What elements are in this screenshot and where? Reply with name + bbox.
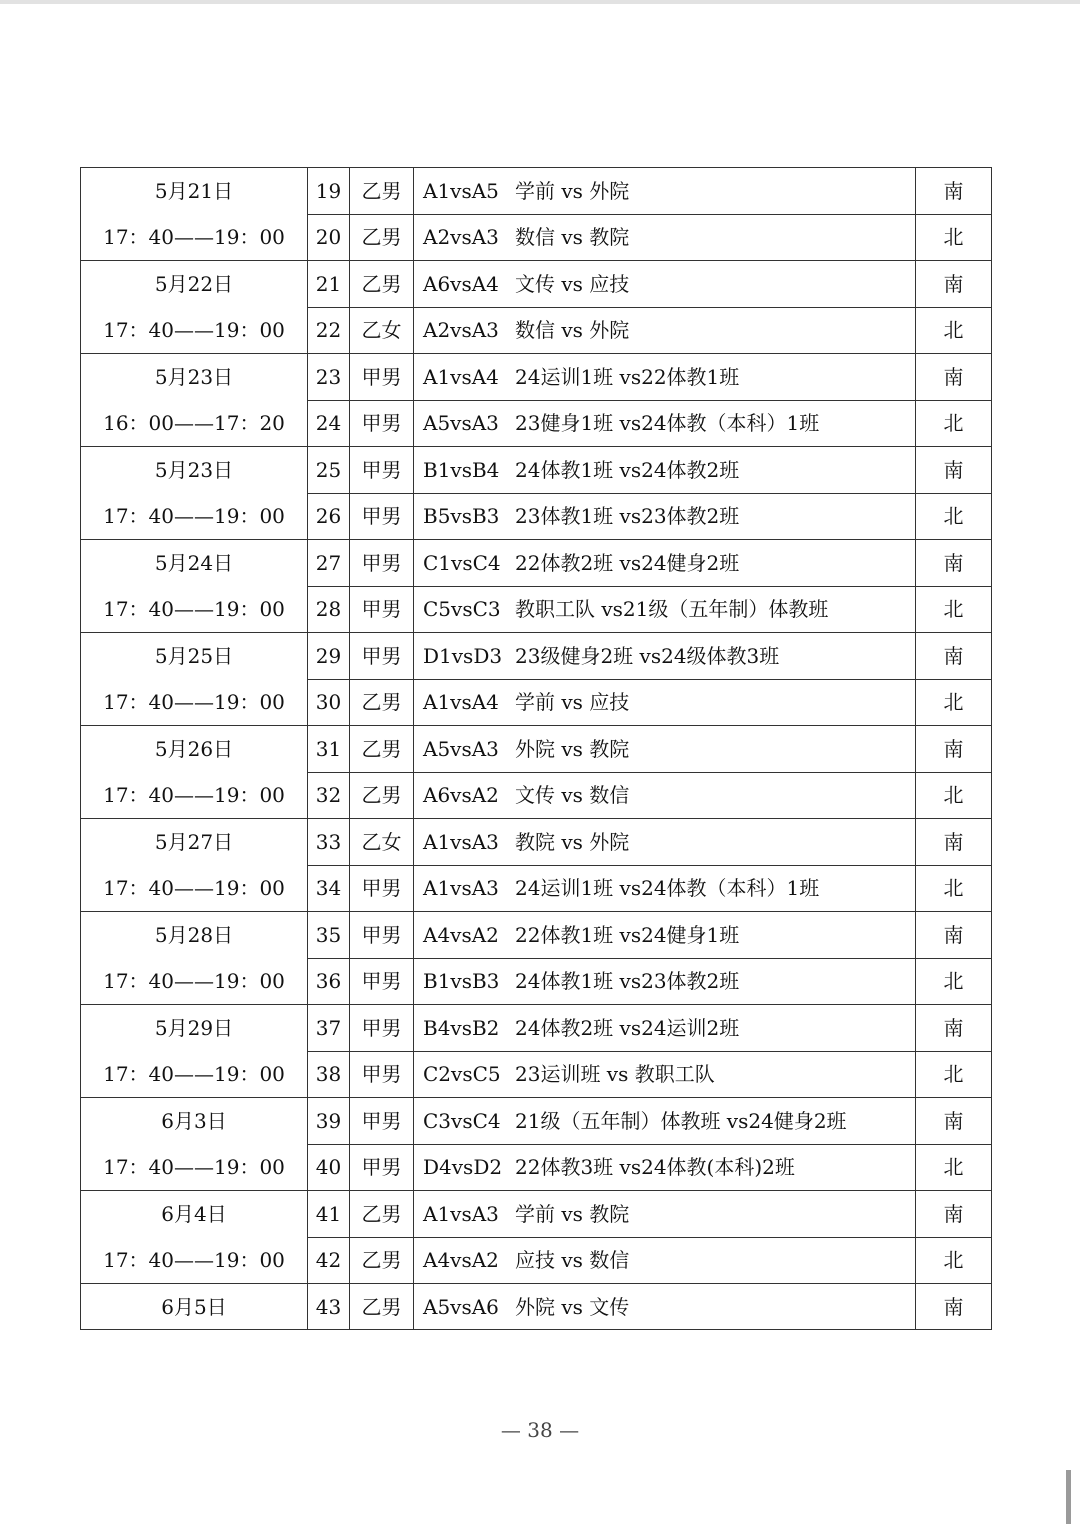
match-cell [414, 586, 916, 633]
match-number: 36 [308, 958, 350, 1005]
match-teams: 23运训班 vs 教职工队 [515, 1062, 715, 1087]
date-time-cell [81, 261, 308, 354]
match-date: 6月4日 [161, 1202, 227, 1226]
match-code: C2vsC5 [423, 1062, 501, 1087]
match-time: 17：40——19：00 [103, 318, 285, 342]
match-time: 17：40——19：00 [103, 597, 285, 621]
match-cell [414, 400, 916, 447]
match-code: C5vsC3 [423, 597, 501, 622]
table-row [81, 354, 992, 401]
match-group: 甲男 [350, 865, 414, 912]
match-group: 乙男 [350, 168, 414, 215]
match-number: 24 [308, 400, 350, 447]
match-time: 17：40——19：00 [103, 690, 285, 714]
match-group: 乙男 [350, 1284, 414, 1330]
match-code: A5vsA3 [423, 411, 499, 436]
match-teams: 24运训1班 vs22体教1班 [515, 364, 740, 389]
match-number: 33 [308, 819, 350, 866]
match-code: A1vsA5 [423, 178, 499, 203]
match-code: D4vsD2 [423, 1155, 503, 1180]
match-teams: 教职工队 vs21级（五年制）体教班 [515, 597, 829, 622]
match-number: 25 [308, 447, 350, 494]
date-time-cell [81, 1191, 308, 1284]
match-teams: 外院 vs 教院 [515, 736, 630, 761]
match-venue: 南 [916, 354, 992, 401]
match-group: 甲男 [350, 586, 414, 633]
match-group: 乙女 [350, 819, 414, 866]
match-group: 甲男 [350, 633, 414, 680]
match-cell [414, 726, 916, 773]
match-cell [414, 679, 916, 726]
match-code: B5vsB3 [423, 504, 500, 529]
match-teams: 应技 vs 数信 [515, 1248, 630, 1273]
table-row [81, 540, 992, 587]
match-teams: 22体教1班 vs24健身1班 [515, 922, 740, 947]
scrollbar-indicator [1066, 1470, 1071, 1524]
table-row [81, 1005, 992, 1052]
match-cell [414, 307, 916, 354]
match-schedule-table [80, 167, 992, 1330]
match-group: 甲男 [350, 912, 414, 959]
match-date: 5月29日 [154, 1016, 234, 1040]
match-venue: 南 [916, 726, 992, 773]
match-cell [414, 1144, 916, 1191]
match-cell [414, 819, 916, 866]
table-row [81, 168, 992, 215]
match-code: A6vsA2 [423, 783, 499, 808]
match-group: 甲男 [350, 958, 414, 1005]
match-date: 5月21日 [154, 179, 234, 203]
match-number: 20 [308, 214, 350, 261]
match-code: A5vsA6 [423, 1294, 499, 1319]
date-time-cell [81, 540, 308, 633]
match-group: 乙男 [350, 772, 414, 819]
match-time: 17：40——19：00 [103, 504, 285, 528]
table-row [81, 726, 992, 773]
match-group: 甲男 [350, 1144, 414, 1191]
match-group: 乙男 [350, 1237, 414, 1284]
match-number: 34 [308, 865, 350, 912]
match-venue: 北 [916, 586, 992, 633]
match-date: 5月23日 [154, 458, 234, 482]
page-number: — 38 — [500, 1418, 580, 1442]
match-number: 26 [308, 493, 350, 540]
match-venue: 南 [916, 1284, 992, 1330]
date-time-cell [81, 726, 308, 819]
match-venue: 南 [916, 540, 992, 587]
match-cell [414, 1237, 916, 1284]
match-number: 28 [308, 586, 350, 633]
match-group: 乙男 [350, 261, 414, 308]
match-number: 35 [308, 912, 350, 959]
match-time: 17：40——19：00 [103, 876, 285, 900]
match-group: 乙男 [350, 679, 414, 726]
match-number: 23 [308, 354, 350, 401]
match-date: 5月25日 [154, 644, 234, 668]
match-venue: 南 [916, 1191, 992, 1238]
date-time-cell [81, 1284, 308, 1330]
match-cell [414, 493, 916, 540]
match-code: B1vsB3 [423, 969, 500, 994]
table-row [81, 1284, 992, 1330]
match-cell [414, 1191, 916, 1238]
match-number: 41 [308, 1191, 350, 1238]
match-date: 5月22日 [154, 272, 234, 296]
match-venue: 北 [916, 1237, 992, 1284]
match-cell [414, 865, 916, 912]
match-venue: 北 [916, 865, 992, 912]
match-number: 39 [308, 1098, 350, 1145]
schedule-body [81, 168, 992, 1330]
match-group: 乙男 [350, 726, 414, 773]
match-code: A2vsA3 [423, 225, 499, 250]
match-date: 5月28日 [154, 923, 234, 947]
match-teams: 24体教2班 vs24运训2班 [515, 1015, 740, 1040]
match-group: 甲男 [350, 354, 414, 401]
match-teams: 23体教1班 vs23体教2班 [515, 504, 740, 529]
match-code: C3vsC4 [423, 1108, 501, 1133]
match-cell [414, 912, 916, 959]
match-code: A1vsA4 [423, 364, 499, 389]
date-time-cell [81, 819, 308, 912]
match-cell [414, 447, 916, 494]
match-number: 21 [308, 261, 350, 308]
match-code: A6vsA4 [423, 271, 499, 296]
match-teams: 文传 vs 应技 [515, 271, 630, 296]
match-time: 17：40——19：00 [103, 1062, 285, 1086]
match-number: 19 [308, 168, 350, 215]
match-venue: 南 [916, 1005, 992, 1052]
match-number: 42 [308, 1237, 350, 1284]
table-row [81, 447, 992, 494]
match-venue: 南 [916, 912, 992, 959]
match-number: 22 [308, 307, 350, 354]
match-cell [414, 354, 916, 401]
match-cell [414, 214, 916, 261]
match-venue: 南 [916, 819, 992, 866]
match-teams: 23健身1班 vs24体教（本科）1班 [515, 411, 820, 436]
match-teams: 学前 vs 应技 [515, 690, 630, 715]
match-time: 16：00——17：20 [103, 411, 285, 435]
match-code: C1vsC4 [423, 550, 501, 575]
match-venue: 北 [916, 679, 992, 726]
match-group: 乙女 [350, 307, 414, 354]
match-teams: 数信 vs 教院 [515, 225, 630, 250]
match-time: 17：40——19：00 [103, 1155, 285, 1179]
match-teams: 24运训1班 vs24体教（本科）1班 [515, 876, 820, 901]
match-venue: 北 [916, 400, 992, 447]
match-group: 乙男 [350, 214, 414, 261]
match-teams: 22体教2班 vs24健身2班 [515, 550, 740, 575]
match-time: 17：40——19：00 [103, 969, 285, 993]
date-time-cell [81, 633, 308, 726]
match-cell [414, 958, 916, 1005]
match-time: 17：40——19：00 [103, 225, 285, 249]
match-number: 38 [308, 1051, 350, 1098]
match-cell [414, 633, 916, 680]
match-code: A1vsA3 [423, 1201, 499, 1226]
match-venue: 北 [916, 772, 992, 819]
top-border [0, 0, 1080, 4]
match-venue: 南 [916, 633, 992, 680]
match-date: 5月26日 [154, 737, 234, 761]
match-teams: 24体教1班 vs23体教2班 [515, 969, 740, 994]
match-date: 5月24日 [154, 551, 234, 575]
match-cell [414, 772, 916, 819]
match-number: 31 [308, 726, 350, 773]
match-date: 6月3日 [161, 1109, 227, 1133]
match-cell [414, 1098, 916, 1145]
match-number: 27 [308, 540, 350, 587]
match-code: A4vsA2 [423, 922, 499, 947]
match-teams: 24体教1班 vs24体教2班 [515, 457, 740, 482]
match-number: 43 [308, 1284, 350, 1330]
match-teams: 22体教3班 vs24体教(本科)2班 [515, 1155, 795, 1180]
date-time-cell [81, 168, 308, 261]
match-cell [414, 168, 916, 215]
match-teams: 学前 vs 外院 [515, 178, 630, 203]
match-code: A5vsA3 [423, 736, 499, 761]
match-group: 甲男 [350, 1005, 414, 1052]
match-teams: 学前 vs 教院 [515, 1201, 630, 1226]
date-time-cell [81, 1005, 308, 1098]
table-row [81, 633, 992, 680]
match-venue: 北 [916, 1051, 992, 1098]
match-cell [414, 1005, 916, 1052]
match-code: A2vsA3 [423, 318, 499, 343]
match-code: A1vsA3 [423, 876, 499, 901]
date-time-cell [81, 912, 308, 1005]
match-venue: 南 [916, 168, 992, 215]
match-group: 甲男 [350, 493, 414, 540]
match-group: 甲男 [350, 447, 414, 494]
match-code: A1vsA3 [423, 829, 499, 854]
table-row [81, 912, 992, 959]
match-venue: 北 [916, 1144, 992, 1191]
match-cell [414, 261, 916, 308]
table-row [81, 261, 992, 308]
match-group: 乙男 [350, 1191, 414, 1238]
table-row [81, 1191, 992, 1238]
match-teams: 外院 vs 文传 [515, 1294, 630, 1319]
match-teams: 数信 vs 外院 [515, 318, 630, 343]
date-time-cell [81, 1098, 308, 1191]
match-number: 29 [308, 633, 350, 680]
match-group: 甲男 [350, 400, 414, 447]
match-cell [414, 540, 916, 587]
match-teams: 教院 vs 外院 [515, 829, 630, 854]
match-date: 6月5日 [161, 1294, 227, 1319]
match-teams: 21级（五年制）体教班 vs24健身2班 [515, 1108, 847, 1133]
match-number: 32 [308, 772, 350, 819]
match-venue: 北 [916, 214, 992, 261]
match-group: 甲男 [350, 540, 414, 587]
match-venue: 南 [916, 1098, 992, 1145]
match-teams: 23级健身2班 vs24级体教3班 [515, 643, 780, 668]
match-number: 37 [308, 1005, 350, 1052]
match-code: D1vsD3 [423, 643, 503, 668]
match-code: B1vsB4 [423, 457, 500, 482]
match-venue: 北 [916, 307, 992, 354]
match-venue: 南 [916, 447, 992, 494]
match-code: A4vsA2 [423, 1248, 499, 1273]
match-time: 17：40——19：00 [103, 783, 285, 807]
table-row [81, 819, 992, 866]
table-row [81, 1098, 992, 1145]
match-number: 30 [308, 679, 350, 726]
date-time-cell [81, 354, 308, 447]
match-group: 甲男 [350, 1098, 414, 1145]
date-time-cell [81, 447, 308, 540]
match-code: A1vsA4 [423, 690, 499, 715]
match-code: B4vsB2 [423, 1015, 500, 1040]
match-cell [414, 1051, 916, 1098]
match-venue: 南 [916, 261, 992, 308]
match-venue: 北 [916, 493, 992, 540]
match-group: 甲男 [350, 1051, 414, 1098]
match-venue: 北 [916, 958, 992, 1005]
match-cell [414, 1284, 916, 1330]
match-date: 5月23日 [154, 365, 234, 389]
match-date: 5月27日 [154, 830, 234, 854]
match-number: 40 [308, 1144, 350, 1191]
match-time: 17：40——19：00 [103, 1248, 285, 1272]
match-teams: 文传 vs 数信 [515, 783, 630, 808]
